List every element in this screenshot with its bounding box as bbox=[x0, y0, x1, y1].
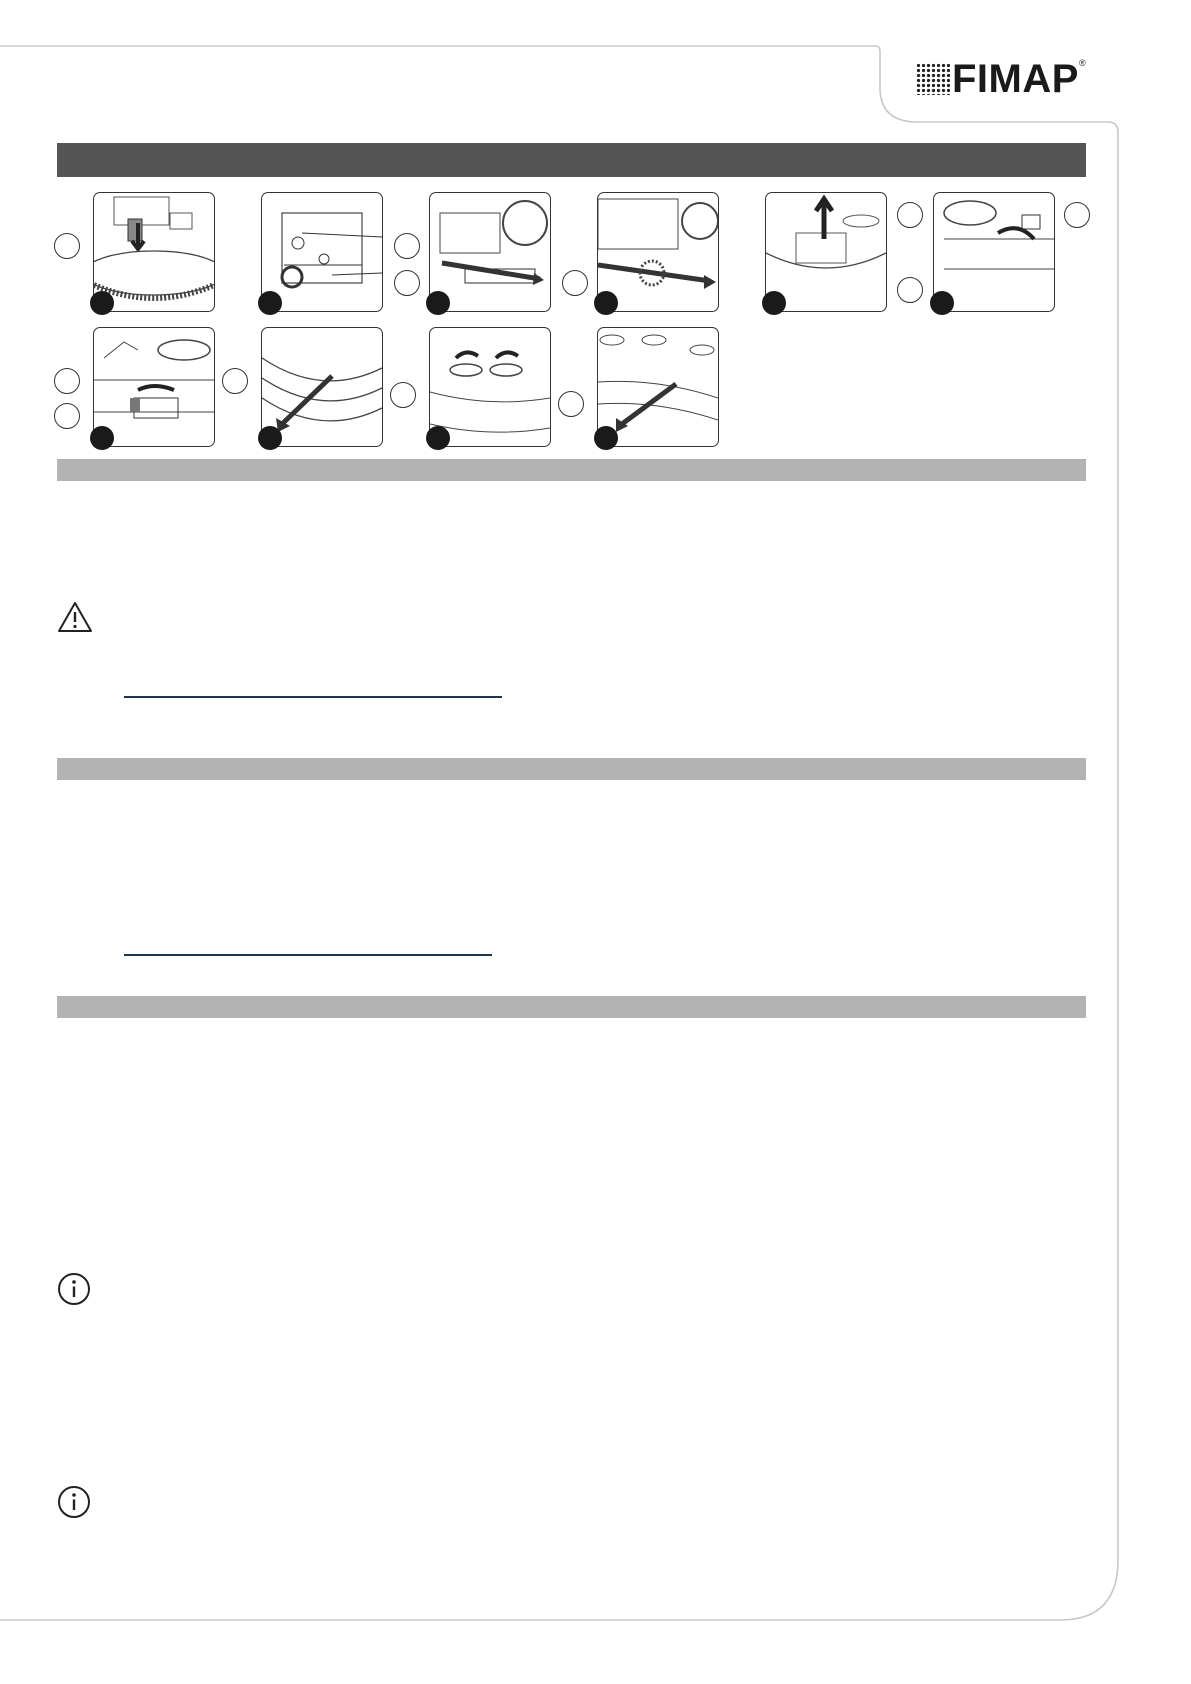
figure-panel-4 bbox=[597, 192, 719, 312]
step-number-badge bbox=[258, 291, 282, 315]
blade-removal-illustration bbox=[430, 193, 550, 311]
figure-panel-6 bbox=[933, 192, 1055, 312]
squeegee-blade-illustration bbox=[262, 328, 382, 446]
figure-panel-3 bbox=[429, 192, 551, 312]
latch-release-illustration bbox=[94, 328, 214, 446]
side-plate-illustration bbox=[262, 193, 382, 311]
callout-circle bbox=[562, 270, 588, 296]
knob-rotate-illustration bbox=[934, 193, 1054, 311]
callout-circle bbox=[390, 382, 416, 408]
callout-circle bbox=[897, 277, 923, 303]
logo-dot-grid-icon bbox=[916, 63, 950, 95]
section-title-bar-3 bbox=[57, 996, 1086, 1018]
step-number-badge bbox=[90, 426, 114, 450]
callout-circle bbox=[54, 233, 80, 259]
callout-circle bbox=[558, 391, 584, 417]
roller-brush-illustration bbox=[598, 193, 718, 311]
info-icon bbox=[57, 1272, 91, 1306]
logo-registered-mark: ® bbox=[1078, 58, 1086, 68]
machine-brush-illustration bbox=[94, 193, 214, 311]
figure-panel-1 bbox=[93, 192, 215, 312]
figure-panel-5 bbox=[765, 192, 887, 312]
warning-icon bbox=[57, 601, 93, 633]
section-title-bar-2 bbox=[57, 758, 1086, 780]
squeegee-remove-illustration bbox=[598, 328, 718, 446]
section-title-bar-1 bbox=[57, 459, 1086, 481]
callout-circle bbox=[394, 270, 420, 296]
figure-panel-7 bbox=[93, 327, 215, 447]
callout-circle bbox=[54, 368, 80, 394]
step-number-badge bbox=[426, 426, 450, 450]
tank-lift-illustration bbox=[766, 193, 886, 311]
figure-panel-9 bbox=[429, 327, 551, 447]
logo-text: FIMAP bbox=[952, 57, 1079, 101]
section-header-bar bbox=[57, 143, 1086, 177]
step-number-badge bbox=[762, 291, 786, 315]
callout-circle bbox=[222, 368, 248, 394]
knobs-unscrew-illustration bbox=[430, 328, 550, 446]
callout-circle bbox=[1064, 202, 1090, 228]
figure-panel-8 bbox=[261, 327, 383, 447]
info-icon bbox=[57, 1485, 91, 1519]
figure-panel-10 bbox=[597, 327, 719, 447]
link-underline[interactable] bbox=[124, 696, 502, 698]
step-number-badge bbox=[426, 291, 450, 315]
callout-circle bbox=[897, 202, 923, 228]
fimap-logo bbox=[916, 56, 1086, 102]
link-underline[interactable] bbox=[124, 954, 492, 956]
step-number-badge bbox=[930, 291, 954, 315]
step-number-badge bbox=[258, 426, 282, 450]
step-number-badge bbox=[594, 291, 618, 315]
callout-circle bbox=[54, 403, 80, 429]
step-number-badge bbox=[90, 291, 114, 315]
step-number-badge bbox=[594, 426, 618, 450]
callout-circle bbox=[394, 233, 420, 259]
figure-panel-2 bbox=[261, 192, 383, 312]
